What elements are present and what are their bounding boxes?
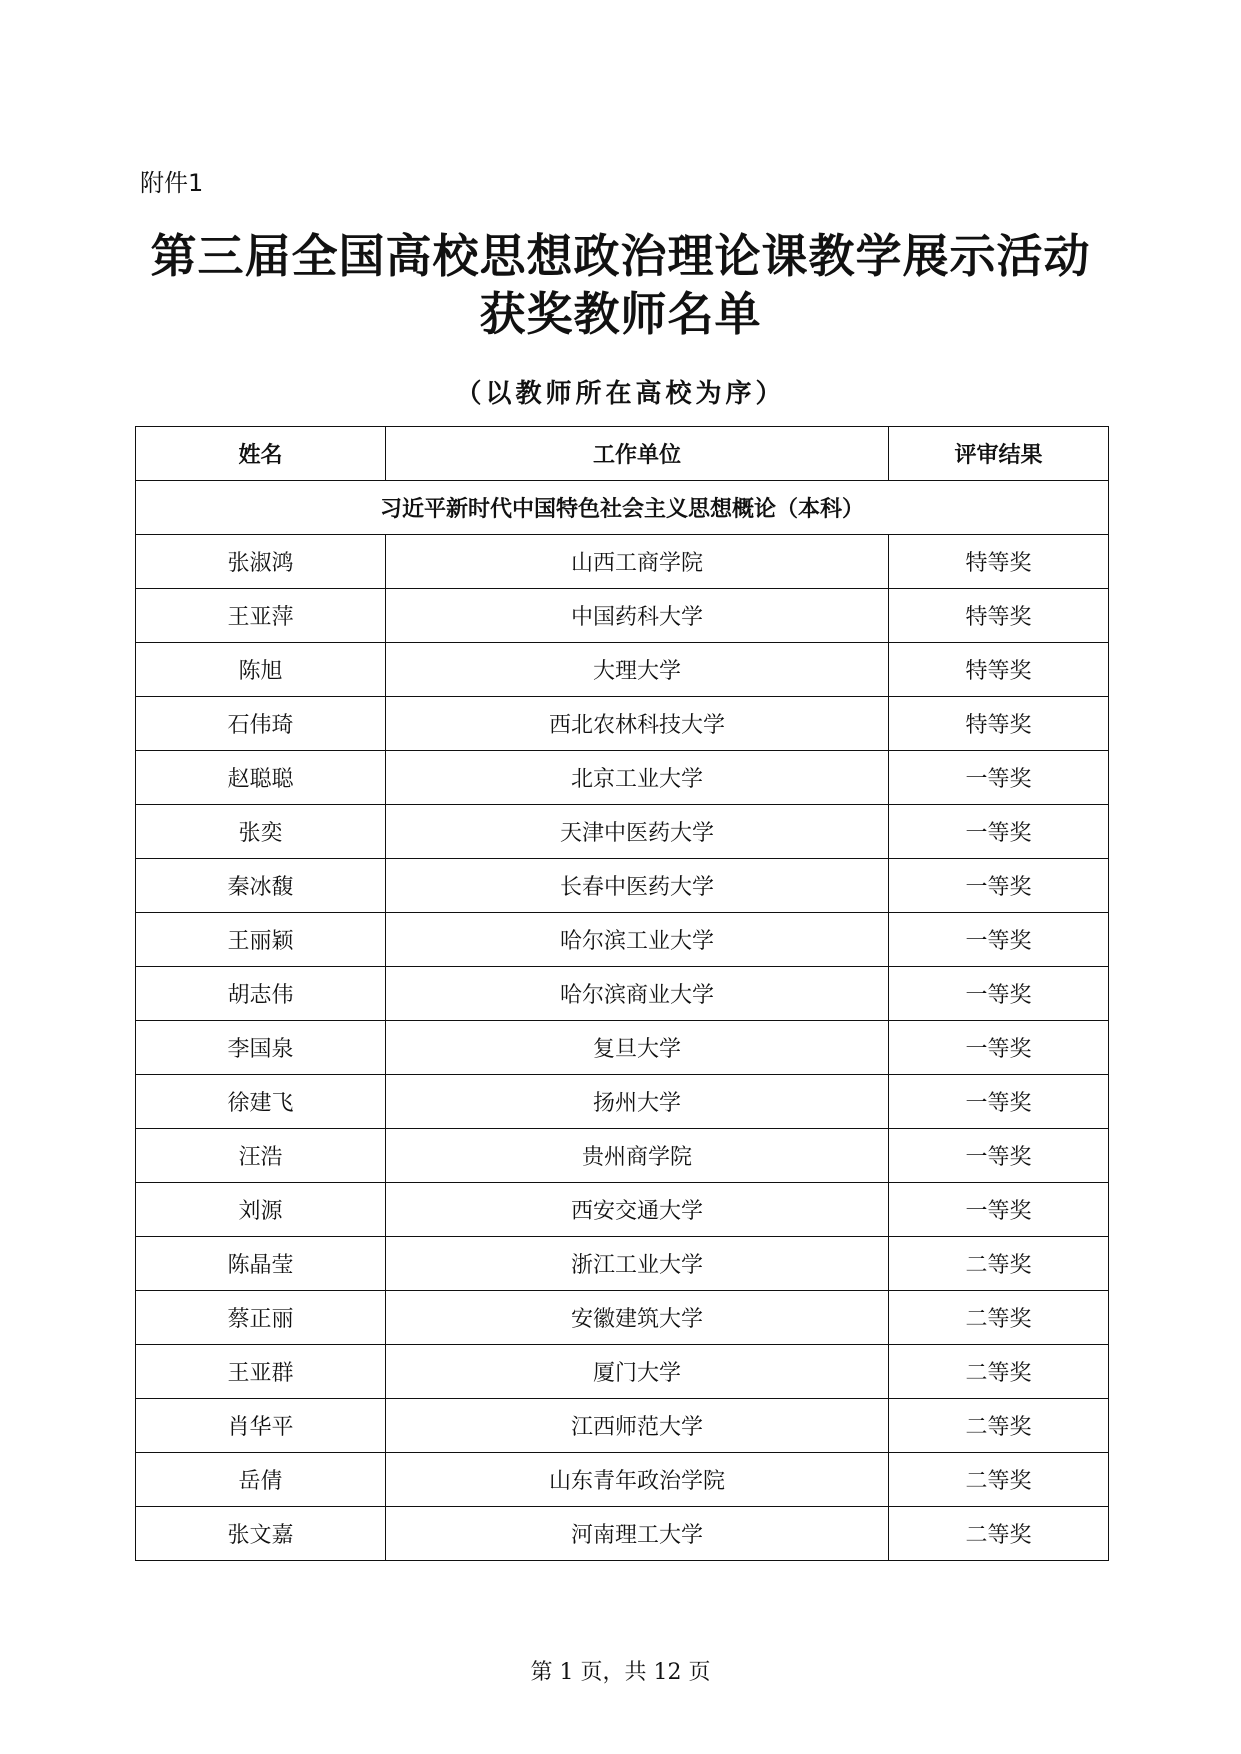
work-unit-cell: 长春中医药大学 xyxy=(386,859,889,913)
work-unit-cell: 厦门大学 xyxy=(386,1345,889,1399)
table-row xyxy=(136,1237,1109,1291)
table-row xyxy=(136,697,1109,751)
award-result-cell: 二等奖 xyxy=(889,1291,1109,1345)
work-unit-cell: 哈尔滨工业大学 xyxy=(386,913,889,967)
teacher-name-cell: 李国泉 xyxy=(136,1021,386,1075)
table-row xyxy=(136,1399,1109,1453)
teacher-name-cell: 张文嘉 xyxy=(136,1507,386,1561)
table-row xyxy=(136,1507,1109,1561)
teacher-name-cell: 王丽颖 xyxy=(136,913,386,967)
teacher-name-cell: 徐建飞 xyxy=(136,1075,386,1129)
work-unit-cell: 大理大学 xyxy=(386,643,889,697)
table-row xyxy=(136,1453,1109,1507)
award-result-cell: 一等奖 xyxy=(889,1075,1109,1129)
table-row xyxy=(136,1183,1109,1237)
work-unit-cell: 安徽建筑大学 xyxy=(386,1291,889,1345)
award-result-cell: 一等奖 xyxy=(889,751,1109,805)
teacher-name-cell: 王亚群 xyxy=(136,1345,386,1399)
teacher-name-cell: 石伟琦 xyxy=(136,697,386,751)
award-result-cell: 特等奖 xyxy=(889,697,1109,751)
category-row xyxy=(136,481,1109,535)
work-unit-cell: 山东青年政治学院 xyxy=(386,1453,889,1507)
work-unit-cell: 西安交通大学 xyxy=(386,1183,889,1237)
table-row xyxy=(136,589,1109,643)
work-unit-cell: 扬州大学 xyxy=(386,1075,889,1129)
award-result-cell: 二等奖 xyxy=(889,1345,1109,1399)
award-result-cell: 一等奖 xyxy=(889,913,1109,967)
teacher-name-cell: 岳倩 xyxy=(136,1453,386,1507)
document-title-line-1: 第三届全国高校思想政治理论课教学展示活动 xyxy=(150,229,1091,283)
award-result-cell: 二等奖 xyxy=(889,1453,1109,1507)
attachment-label: 附件1 xyxy=(140,169,204,197)
teacher-name-cell: 陈晶莹 xyxy=(136,1237,386,1291)
table-row xyxy=(136,535,1109,589)
work-unit-cell: 河南理工大学 xyxy=(386,1507,889,1561)
award-result-cell: 二等奖 xyxy=(889,1237,1109,1291)
teacher-name-cell: 张奕 xyxy=(136,805,386,859)
work-unit-cell: 天津中医药大学 xyxy=(386,805,889,859)
award-result-cell: 特等奖 xyxy=(889,643,1109,697)
teacher-name-cell: 肖华平 xyxy=(136,1399,386,1453)
work-unit-cell: 复旦大学 xyxy=(386,1021,889,1075)
award-result-cell: 一等奖 xyxy=(889,1183,1109,1237)
work-unit-cell: 山西工商学院 xyxy=(386,535,889,589)
table-row xyxy=(136,1345,1109,1399)
table-row xyxy=(136,1021,1109,1075)
award-result-cell: 一等奖 xyxy=(889,967,1109,1021)
award-result-cell: 一等奖 xyxy=(889,1129,1109,1183)
teacher-name-cell: 蔡正丽 xyxy=(136,1291,386,1345)
award-result-cell: 特等奖 xyxy=(889,589,1109,643)
award-result-cell: 特等奖 xyxy=(889,535,1109,589)
teacher-name-cell: 汪浩 xyxy=(136,1129,386,1183)
table-row xyxy=(136,1075,1109,1129)
teacher-name-cell: 秦冰馥 xyxy=(136,859,386,913)
header-result: 评审结果 xyxy=(889,427,1109,481)
table-row xyxy=(136,913,1109,967)
teacher-name-cell: 王亚萍 xyxy=(136,589,386,643)
teacher-name-cell: 赵聪聪 xyxy=(136,751,386,805)
document-title-line-2: 获奖教师名单 xyxy=(479,287,762,341)
category-label: 习近平新时代中国特色社会主义思想概论（本科） xyxy=(136,481,1109,535)
page-footer: 第 1 页，共 12 页 xyxy=(530,1660,711,1685)
document-subtitle: （以教师所在高校为序） xyxy=(455,379,786,409)
table-header-row xyxy=(136,427,1109,481)
work-unit-cell: 贵州商学院 xyxy=(386,1129,889,1183)
table-row xyxy=(136,805,1109,859)
work-unit-cell: 浙江工业大学 xyxy=(386,1237,889,1291)
work-unit-cell: 哈尔滨商业大学 xyxy=(386,967,889,1021)
teacher-name-cell: 张淑鸿 xyxy=(136,535,386,589)
table-row xyxy=(136,967,1109,1021)
award-result-cell: 二等奖 xyxy=(889,1399,1109,1453)
award-result-cell: 一等奖 xyxy=(889,859,1109,913)
table-row xyxy=(136,859,1109,913)
header-unit: 工作单位 xyxy=(386,427,889,481)
table-row xyxy=(136,1291,1109,1345)
work-unit-cell: 北京工业大学 xyxy=(386,751,889,805)
awards-table xyxy=(135,426,1109,1561)
table-row xyxy=(136,643,1109,697)
teacher-name-cell: 陈旭 xyxy=(136,643,386,697)
work-unit-cell: 西北农林科技大学 xyxy=(386,697,889,751)
teacher-name-cell: 胡志伟 xyxy=(136,967,386,1021)
table-row xyxy=(136,751,1109,805)
header-name: 姓名 xyxy=(136,427,386,481)
work-unit-cell: 江西师范大学 xyxy=(386,1399,889,1453)
award-result-cell: 一等奖 xyxy=(889,1021,1109,1075)
award-result-cell: 一等奖 xyxy=(889,805,1109,859)
work-unit-cell: 中国药科大学 xyxy=(386,589,889,643)
teacher-name-cell: 刘源 xyxy=(136,1183,386,1237)
table-row xyxy=(136,1129,1109,1183)
award-result-cell: 二等奖 xyxy=(889,1507,1109,1561)
